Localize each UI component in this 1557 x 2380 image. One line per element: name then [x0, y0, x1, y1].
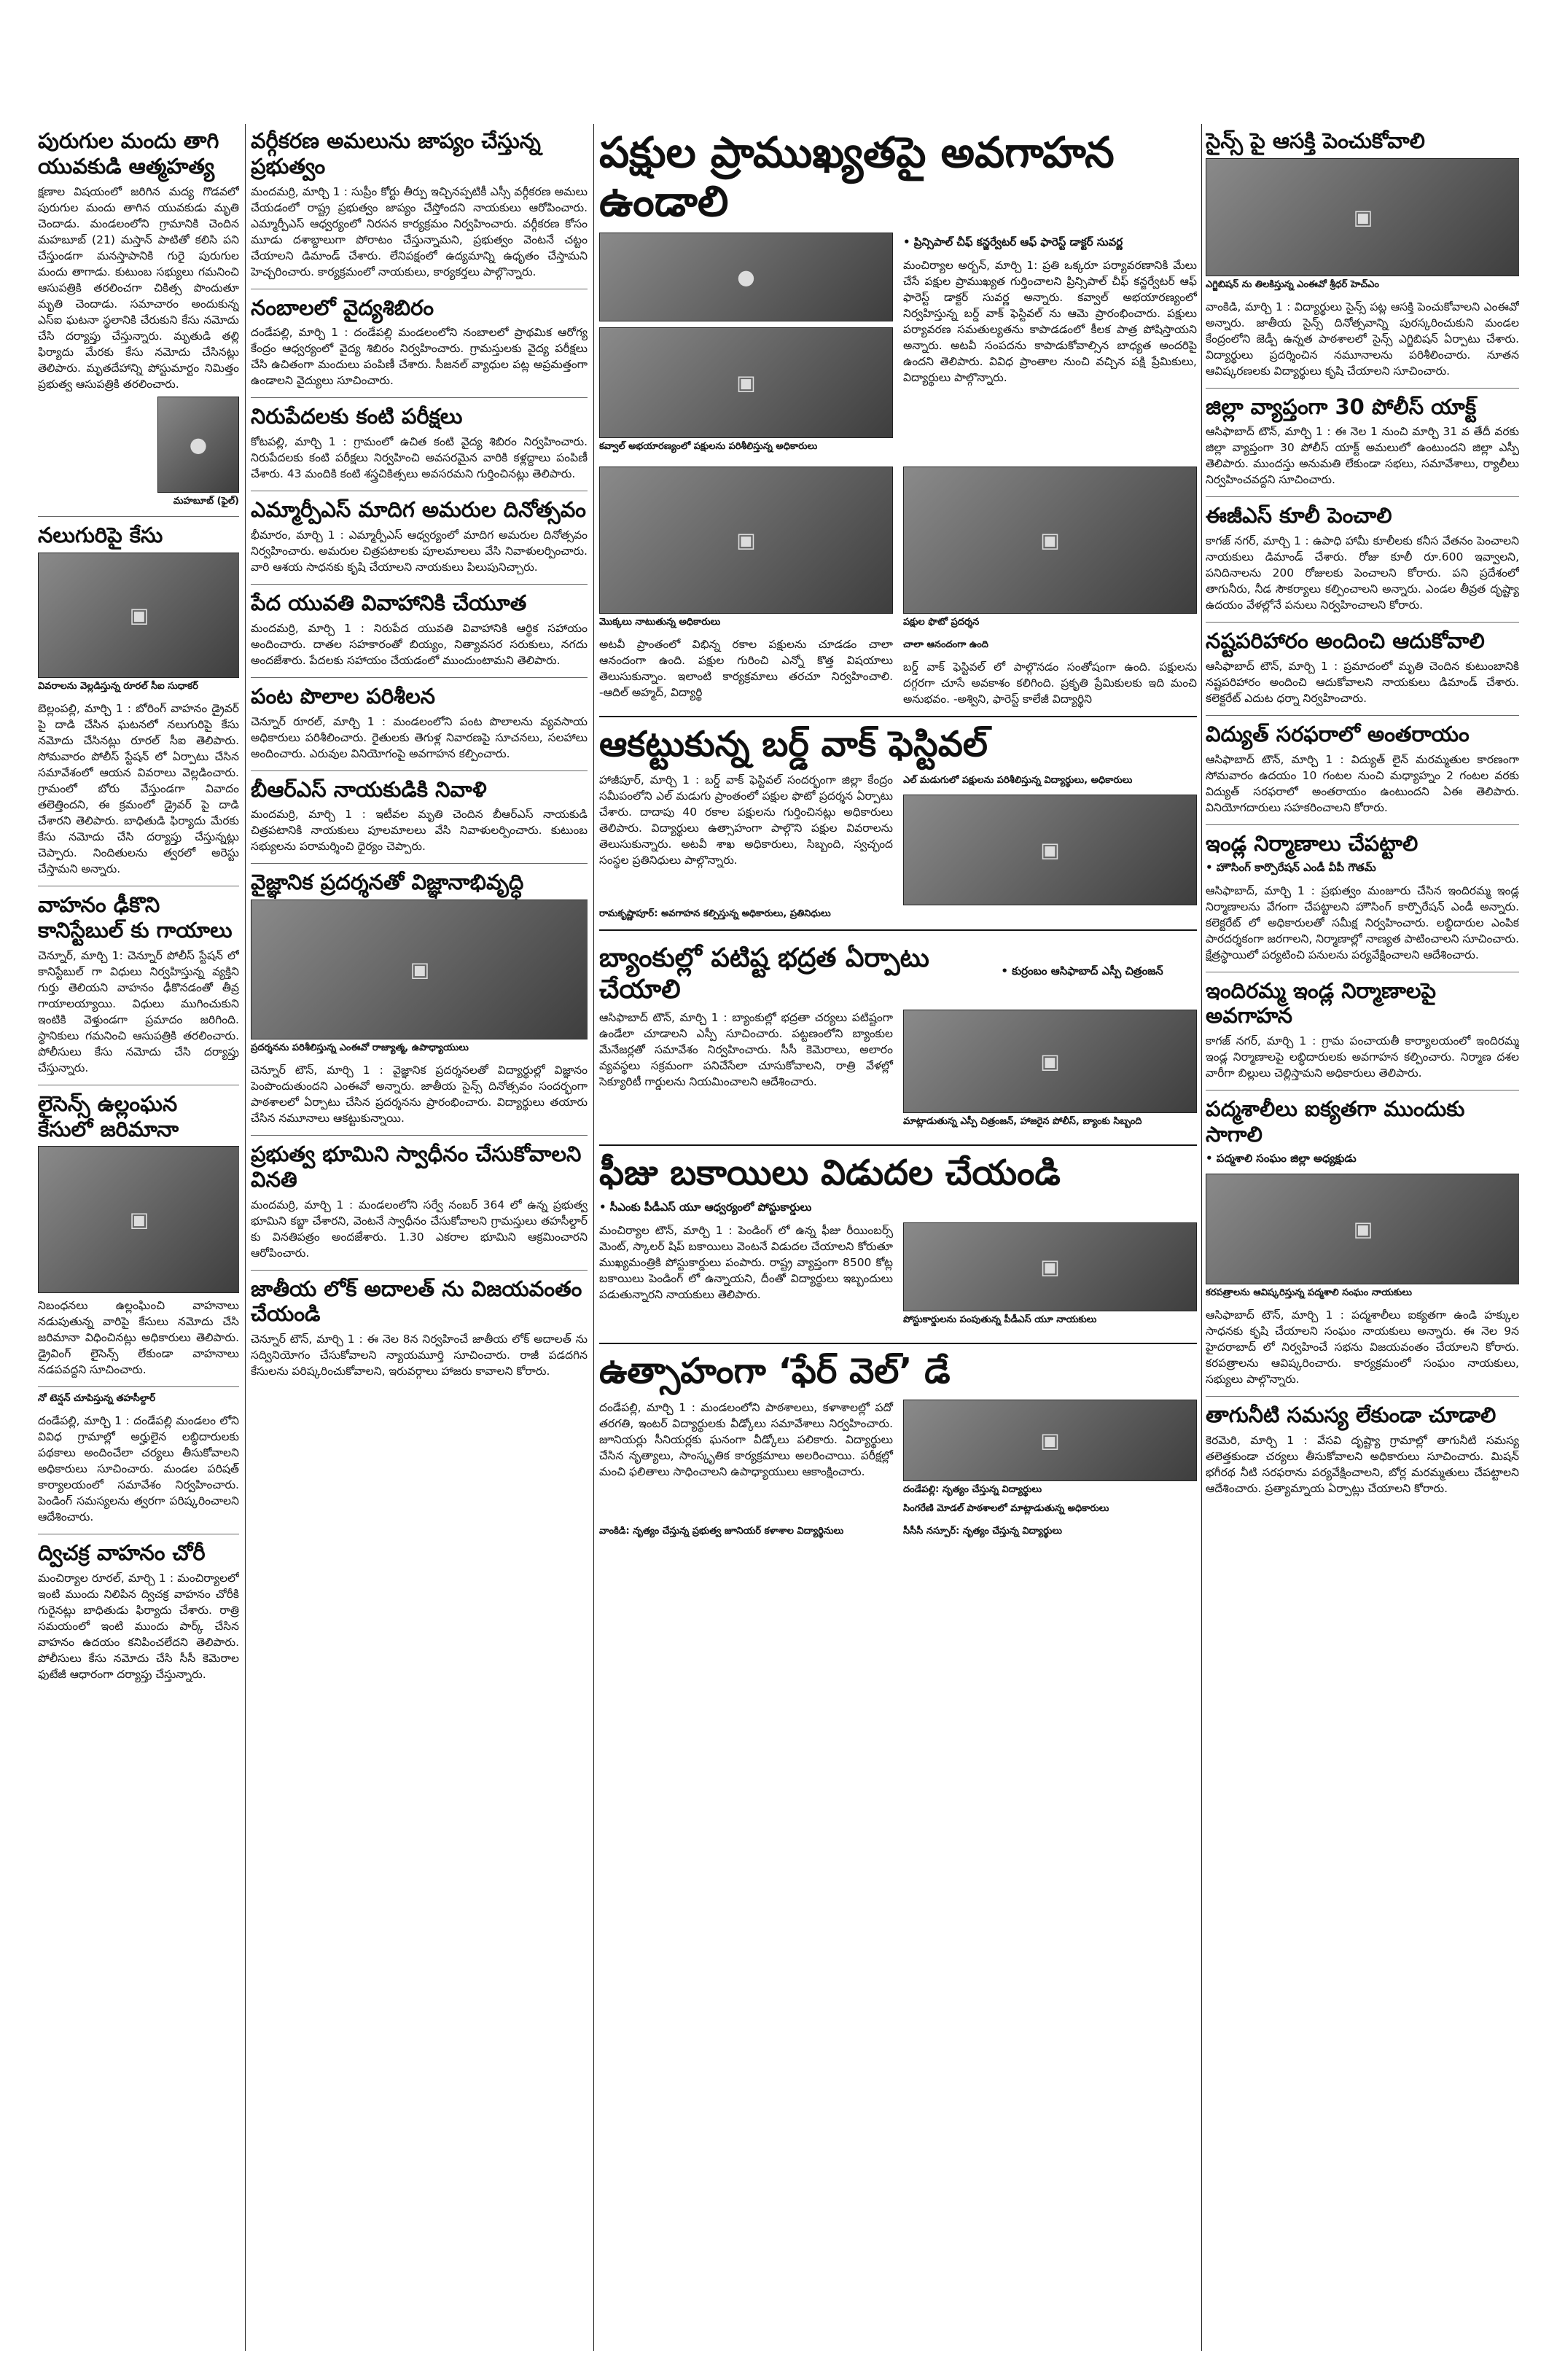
story-body: చెన్నూర్, మార్చి 1: చెన్నూర్ పోలీస్ స్టేషన్ లో కానిస్టేబుల్ గా విధులు నిర్వహిస్తున్న వ్యక్తిని గుర్తు తెలియని వాహనం ఢీకొనడంతో తీవ్ర గాయాలయ్యాయి. విధులు ముగించుకుని ఇంటికి వెళ్తుండగా ప్రమాదం జరిగింది. స్థానికులు గమనించి ఆసుపత్రికి తరలించారు. పోలీసులు కేసు నమోదు చేసి దర్యాప్తు చేస్తున్నారు.	[38, 948, 239, 1074]
story-body: భీమారం, మార్చి 1 : ఎమ్మార్పీఎస్ ఆధ్వర్యంలో మాదిగ అమరుల దినోత్సవం నిర్వహించారు. అమరుల చిత్రపటాలకు పూలమాలలు వేసి నివాళులర్పించారు. వారి ఆశయ సాధనకు కృషి చేయాలని నాయకులు పిలుపునిచ్చారు.	[251, 528, 588, 574]
camera-icon: ▣	[1040, 838, 1060, 862]
camera-icon: ▣	[410, 957, 430, 982]
photo-dance	[903, 1400, 1197, 1481]
story-body: బెల్లంపల్లి, మార్చి 1 : బోరింగ్ వాహనం డ్రైవర్ పై దాడి చేసిన ఘటనలో నలుగురిపై కేసు నమోదు చేసినట్లు రూరల్ సీఐ తెలిపారు. సోమవారం పోలీస్ స్టేషన్ లో ఏర్పాటు చేసిన సమావేశంలో ఆయన వివరాలు వెల్లడించారు. గ్రామంలో బోరు వేస్తుండగా వివాదం తలెత్తిందని, ఈ క్రమంలో డ్రైవర్ పై దాడి చేశారని తెలిపారు. బాధితుడి ఫిర్యాదు మేరకు కేసు నమోదు చేసి దర్యాప్తు చేస్తున్నట్లు చెప్పారు. నిందితులను త్వరలో అరెస్టు చేస్తామని అన్నారు.	[38, 702, 239, 876]
story-license-fine	[38, 1091, 239, 1378]
story-bank-security	[599, 938, 1197, 1136]
story-science-fair	[251, 870, 588, 1126]
headline: నంబాలలో వైద్యశిబిరం	[251, 294, 434, 320]
story-body: చెన్నూర్ టౌన్, మార్చి 1 : ఈ నెల 8న నిర్వహించే జాతీయ లోక్ అదాలత్ ను సద్వినియోగం చేసుకోవాలని న్యాయమూర్తి సూచించారు. రాజీ పడదగిన కేసులను పరిష్కరించుకోవాలని, ఇరువర్గాలు హాజరు కావాలని కోరారు.	[251, 1333, 588, 1378]
quote-student-2: బర్డ్ వాక్ ఫెస్టివల్ లో పాల్గొనడం సంతోషంగా ఉంది. పక్షులను దగ్గరగా చూసే అవకాశం కలిగింది. ప్రకృతి ప్రేమికులకు ఇది మంచి అనుభవం. -అశ్విని, ఫారెస్ట్ కాలేజీ విద్యార్థిని	[903, 660, 1197, 706]
headline: పేద యువతి వివాహానికి చేయూత	[251, 590, 527, 615]
story-body: వాంకిడి, మార్చి 1 : విద్యార్థులు సైన్స్ పట్ల ఆసక్తి పెంచుకోవాలని ఎంఈవో అన్నారు. జాతీయ సైన్స్ దినోత్సవాన్ని పురస్కరించుకుని మండల కేంద్రంలోని జెడ్పీ ఉన్నత పాఠశాలలో సైన్స్ ఎగ్జిబిషన్ ఏర్పాటు చేశారు. విద్యార్థులు ప్రదర్శించిన నమూనాలను పరిశీలించారు. నూతన ఆవిష్కరణలకు విద్యార్థులు కృషి చేయాలని సూచించారు.	[1206, 300, 1519, 378]
headline: ఇందిరమ్మ ఇండ్ల నిర్మాణాలపై అవగాహన	[1206, 978, 1437, 1029]
story-body: మందమర్రి, మార్చి 1 : సుప్రీం కోర్టు తీర్పు ఇచ్చినప్పటికీ ఎస్సీ వర్గీకరణ అమలు చేయడంలో రాష్ట్ర ప్రభుత్వం జాప్యం చేస్తోందని నాయకులు ఆరోపించారు. ఎమ్మార్పీఎస్ ఆధ్వర్యంలో నిరసన కార్యక్రమం నిర్వహించారు. వర్గీకరణ కోసం మూడు దశాబ్దాలుగా పోరాటం చేస్తున్నామని, ప్రభుత్వం వెంటనే చట్టం చేయాలని డిమాండ్ చేశారు. లేనిపక్షంలో ఉద్యమాన్ని ఉధృతం చేస్తామని హెచ్చరించారు. కార్యక్రమంలో నాయకులు, కార్యకర్తలు పాల్గొన్నారు.	[251, 184, 588, 278]
photo-students	[903, 795, 1197, 905]
story-constable-injured	[38, 892, 239, 1076]
camera-icon: ▣	[736, 370, 756, 395]
column-2	[251, 124, 588, 2351]
headline: జిల్లా వ్యాప్తంగా 30 పోలీస్ యాక్ట్	[1206, 394, 1477, 419]
story-body: ఆసిఫాబాద్ టౌన్, మార్చి 1 : ఈ నెల 1 నుంచి మార్చి 31 వ తేదీ వరకు జిల్లా వ్యాప్తంగా 30 పోలీస్ యాక్ట్ అమలులో ఉంటుందని జిల్లా ఎస్పీ తెలిపారు. ముందస్తు అనుమతి లేకుండా సభలు, సమావేశాలు, ర్యాలీలు నిర్వహించవద్దని సూచించారు.	[1206, 425, 1519, 487]
photo-science-fair	[251, 900, 588, 1039]
photo-caption: వివరాలను వెల్లడిస్తున్న రూరల్ సీఐ సుధాకర్	[38, 681, 198, 692]
headline: పద్మశాలీలు ఐక్యతగా ముందుకు సాగాలి	[1206, 1096, 1465, 1147]
photo-caption: ఎల్ మడుగులో పక్షులను పరిశీలిస్తున్న విద్యార్థులు, అధికారులు	[903, 775, 1133, 787]
story-body: మందమర్రి, మార్చి 1 : ఇటీవల మృతి చెందిన బీఆర్ఎస్ నాయకుడి చిత్రపటానికి నాయకులు పూలమాలలు వేసి నివాళులర్పించారు. కుటుంబ సభ్యులను పరామర్శించి ధైర్యం చెప్పారు.	[251, 808, 588, 854]
headline: లైసెన్స్ ఉల్లంఘన కేసులో జరిమానా	[38, 1090, 179, 1142]
story-bird-awareness	[599, 128, 1197, 707]
photo-caption: ఎగ్జిబిషన్ ను తిలకిస్తున్న ఎంఈవో శ్రీధర్ హెచ్ఎం	[1206, 278, 1380, 290]
story-classification	[251, 128, 588, 280]
photo-planting	[599, 467, 893, 614]
story-body: హాజీపూర్, మార్చి 1 : బర్డ్ వాక్ ఫెస్టివల్ సందర్భంగా జిల్లా కేంద్రం సమీపంలోని ఎల్ మడుగు ప్రాంతంలో పక్షుల ఫొటో ప్రదర్శన ఏర్పాటు చేశారు. దాదాపు 40 రకాల పక్షులను గుర్తించినట్లు అధికారులు తెలిపారు. విద్యార్థులు ఉత్సాహంగా పాల్గొని పక్షుల వివరాలను తెలుసుకున్నారు. అటవీ శాఖ అధికారులు, సిబ్బంది, స్వచ్ఛంద సంస్థల ప్రతినిధులు పాల్గొన్నారు.	[599, 773, 893, 867]
headline: విద్యుత్ సరఫరాలో అంతరాయం	[1206, 722, 1470, 747]
photo-vehicles	[38, 1146, 239, 1293]
story-body: మంచిర్యాల టౌన్, మార్చి 1 : పెండింగ్ లో ఉన్న ఫీజు రీయింబర్స్ మెంట్, స్కాలర్ షిప్ బకాయిలు వెంటనే విడుదల చేయాలని కోరుతూ ముఖ్యమంత్రికి పోస్టుకార్డులు పంపారు. రాష్ట్ర వ్యాప్తంగా 8500 కోట్ల బకాయిలు పెండింగ్ లో ఉన్నాయని, దీంతో విద్యార్థులు ఇబ్బందులు పడుతున్నారని నాయకులు తెలిపారు.	[599, 1224, 893, 1302]
byline: • కుర్రంబం ఆసిఫాబాద్ ఎస్పీ చిత్రంజన్	[1001, 964, 1163, 978]
story-body: దండేపల్లి, మార్చి 1 : దండేపల్లి మండలంలోని నంబాలలో ప్రాథమిక ఆరోగ్య కేంద్రం ఆధ్వర్యంలో వైద్య శిబిరం నిర్వహించారు. గ్రామస్తులకు వైద్య పరీక్షలు చేసి ఉచితంగా మందులు పంపిణీ చేశారు. సీజనల్ వ్యాధుల పట్ల అప్రమత్తంగా ఉండాలని వైద్యులు సూచించారు.	[251, 326, 588, 388]
camera-icon: ▣	[1040, 1255, 1060, 1279]
story-brs-tribute	[251, 777, 588, 855]
quote-heading: చాలా ఆనందంగా ఉంది	[903, 639, 988, 651]
story-four-booked	[38, 523, 239, 877]
story-farewell	[599, 1351, 1197, 1545]
story-body: కెరమెరి, మార్చి 1 : వేసవి దృష్ట్యా గ్రామాల్లో తాగునీటి సమస్య తలెత్తకుండా చర్యలు తీసుకోవాలని అధికారులు సూచించారు. మిషన్ భగీరథ నీటి సరఫరాను పర్యవేక్షించాలని, బోర్ల మరమ్మతులు చేపట్టాలని ఆదేశించారు. ప్రత్యామ్నాయ ఏర్పాట్లు చేయాలని కోరారు.	[1206, 1433, 1519, 1495]
story-police-act	[1206, 394, 1519, 488]
photo-caption: సీసీసీ నస్పూర్: నృత్యం చేస్తున్న విద్యార్థులు	[903, 1526, 1063, 1537]
story-housing	[1206, 831, 1519, 963]
headline: వైజ్ఞానిక ప్రదర్శనతో విజ్ఞానాభివృద్ధి	[251, 870, 524, 895]
story-eye-tests	[251, 404, 588, 482]
camera-icon: ▣	[129, 1207, 149, 1232]
story-body: మంచిర్యాల రూరల్, మార్చి 1 : మంచిర్యాలలో ఇంటి ముందు నిలిపిన ద్విచక్ర వాహనం చోరీకి గురైనట్లు బాధితుడు ఫిర్యాదు చేశారు. రాత్రి సమయంలో ఇంటి ముందు పార్క్ చేసిన వాహనం ఉదయం కనిపించలేదని తెలిపారు. పోలీసులు కేసు నమోదు చేసి సీసీ కెమెరాల ఫుటేజీ ఆధారంగా దర్యాప్తు చేస్తున్నారు.	[38, 1572, 239, 1682]
story-bike-theft	[38, 1540, 239, 1682]
photo-caption: మొక్కలు నాటుతున్న అధికారులు	[599, 617, 721, 628]
headline: పంట పొలాల పరిశీలన	[251, 683, 436, 709]
story-indiramma	[1206, 978, 1519, 1082]
story-marriage-aid	[251, 590, 588, 668]
story-fee-dues	[599, 1153, 1197, 1334]
photo-birdwatch	[599, 327, 893, 438]
photo-press-meet	[38, 553, 239, 678]
photo-caption: కవ్వాల్ అభయారణ్యంలో పక్షులను పరిశీలిస్తున్న అధికారులు	[599, 441, 818, 453]
quote-student-1: అటవీ ప్రాంతంలో విభిన్న రకాల పక్షులను చూడడం చాలా ఆనందంగా ఉంది. పక్షుల గురించి ఎన్నో కొత్త విషయాలు తెలుసుకున్నాం. ఇలాంటి కార్యక్రమాలు తరచూ నిర్వహించాలి. -ఆదిల్ అహ్మద్, విద్యార్థి	[599, 638, 893, 700]
photo-caption: మహబూబ్ (ఫైల్)	[173, 495, 239, 507]
headline: సైన్స్ పై ఆసక్తి పెంచుకోవాలి	[1206, 128, 1425, 153]
story-medical-camp	[251, 295, 588, 389]
story-body: క్షణాల విషయంలో జరిగిన మద్య గొడవలో పురుగుల మందు తాగిన యువకుడు మృతి చెందాడు. మండలంలోని గ్రామానికి చెందిన మహబూబ్ (21) మస్తాన్ పాటితో కలిసి పని చేస్తుండగా మనస్తాపానికి గురై పురుగుల మందు తాగాడు. కుటుంబ సభ్యులు గమనించి ఆసుపత్రికి తరలించగా చికిత్స పొందుతూ మృతి చెందాడు. సమాచారం అందుకున్న ఎస్ఐ ఘటనా స్థలానికి చేరుకుని కేసు నమోదు చేసి దర్యాప్తు చేస్తున్నారు. మృతుడి తల్లి ఫిర్యాదు మేరకు కేసు నమోదు చేసినట్లు తెలిపారు. మృతదేహాన్ని పోస్టుమార్టం నిమిత్తం ప్రభుత్వ ఆసుపత్రికి తరలించారు.	[38, 184, 239, 391]
headline: ప్రభుత్వ భూమిని స్వాధీనం చేసుకోవాలని వినతి	[251, 1142, 582, 1192]
photo-postcards	[903, 1222, 1197, 1311]
photo-caption: రామకృష్ణాపూర్: అవగాహన కల్పిస్తున్న అధికారులు, ప్రతినిధులు	[599, 908, 831, 920]
photo-official	[599, 233, 893, 321]
column-1	[38, 124, 239, 2351]
story-bird-walk	[599, 725, 1197, 921]
story-power-cut	[1206, 722, 1519, 816]
camera-icon: ▣	[129, 603, 149, 628]
story-body: ఆసిఫాబాద్ టౌన్, మార్చి 1 : పద్మశాలీలు ఐక్యతగా ఉండి హక్కుల సాధనకు కృషి చేయాలని సంఘం నాయకులు అన్నారు. ఈ నెల 9న హైదరాబాద్ లో నిర్వహించే సభను విజయవంతం చేయాలని కోరారు. కరపత్రాలను ఆవిష్కరించారు. కార్యక్రమంలో సంఘం నాయకులు, సభ్యులు పాల్గొన్నారు.	[1206, 1308, 1519, 1386]
story-body: ఆసిఫాబాద్ టౌన్, మార్చి 1 : విద్యుత్ లైన్ మరమ్మతుల కారణంగా సోమవారం ఉదయం 10 గంటల నుంచి మధ్యాహ్నం 2 గంటల వరకు విద్యుత్ సరఫరాలో అంతరాయం ఉంటుందని ఏఈ తెలిపారు. వినియోగదారులు సహకరించాలని కోరారు.	[1206, 752, 1519, 814]
photo-caption: పోస్టుకార్డులను పంపుతున్న పీడీఎస్ యూ నాయకులు	[903, 1314, 1097, 1326]
story-youth-suicide	[38, 128, 239, 507]
camera-icon: ▣	[736, 528, 756, 553]
story-body: మందమర్రి, మార్చి 1 : మండలంలోని సర్వే నంబర్ 364 లో ఉన్న ప్రభుత్వ భూమిని కబ్జా చేశారని, వెంటనే స్వాధీనం చేసుకోవాలని గ్రామస్తులు తహసీల్దార్ కు వినతిపత్రం అందజేశారు. 1.30 ఎకరాల భూమిని ఆక్రమించారని ఆరోపించారు.	[251, 1198, 588, 1260]
camera-icon: ▣	[1040, 1428, 1060, 1453]
photo-pamphlets	[1206, 1174, 1519, 1284]
photo-exhibition	[903, 467, 1197, 614]
photo-caption: కరపత్రాలను ఆవిష్కరిస్తున్న పద్మశాలి సంఘం నాయకులు	[1206, 1287, 1413, 1298]
byline: • హౌసింగ్ కార్పొరేషన్ ఎండీ వీపీ గౌతమ్	[1206, 860, 1376, 874]
headline: వర్గీకరణ అమలును జాప్యం చేస్తున్న ప్రభుత్వం	[251, 128, 541, 179]
story-body: ఆసిఫాబాద్ టౌన్, మార్చి 1 : బ్యాంకుల్లో భద్రతా చర్యలు పటిష్టంగా ఉండేలా చూడాలని ఎస్పీ సూచించారు. పట్టణంలోని బ్యాంకుల మేనేజర్లతో సమావేశం నిర్వహించారు. సీసీ కెమెరాలు, అలారం వ్యవస్థలు సక్రమంగా పనిచేసేలా చూసుకోవాలని, రాత్రి వేళల్లో సెక్యూరిటీ గార్డులను నియమించాలని ఆదేశించారు.	[599, 1011, 893, 1089]
camera-icon: ▣	[1353, 1217, 1373, 1241]
story-body: ఆసిఫాబాద్, మార్చి 1 : ప్రభుత్వం మంజూరు చేసిన ఇందిరమ్మ ఇండ్ల నిర్మాణాలను వేగంగా చేపట్టాలని హౌసింగ్ కార్పొరేషన్ ఎండీ అన్నారు. కలెక్టరేట్ లో అధికారులతో సమీక్ష నిర్వహించారు. లబ్ధిదారుల ఎంపిక పారదర్శకంగా జరగాలని, నిర్మాణాల్లో నాణ్యత పాటించాలని సూచించారు. క్షేత్రస్థాయిలో పర్యటించి పనులను పర్యవేక్షించాలని ఆదేశించారు.	[1206, 883, 1519, 961]
story-compensation	[1206, 628, 1519, 706]
headline: జాతీయ లోక్ అదాలత్ ను విజయవంతం చేయండి	[251, 1276, 582, 1327]
headline: నిరుపేదలకు కంటి పరీక్షలు	[251, 404, 463, 429]
story-body: మంచిర్యాల అర్బన్, మార్చి 1: ప్రతి ఒక్కరూ పర్యావరణానికి మేలు చేసే పక్షుల ప్రాముఖ్యత గుర్తించాలని ప్రిన్సిపాల్ చీఫ్ కన్జర్వేటర్ ఆఫ్ ఫారెస్ట్ డాక్టర్ సువర్ణ అన్నారు. కవ్వాల్ అభయారణ్యంలో నిర్వహిస్తున్న బర్డ్ వాక్ ఫెస్టివల్ ను ఆమె ప్రారంభించారు. పక్షులు పర్యావరణ సమతుల్యతను కాపాడడంలో కీలక పాత్ర పోషిస్తాయని అన్నారు. అటవీ సంపదను కాపాడుకోవాల్సిన బాధ్యత అందరిపై ఉందని తెలిపారు. వివిధ ప్రాంతాల నుంచి వచ్చిన పక్షి ప్రేమికులు, విద్యార్థులు పాల్గొన్నారు.	[903, 259, 1197, 385]
story-lok-adalat	[251, 1276, 588, 1380]
story-body: చెన్నూర్ టౌన్, మార్చి 1 : వైజ్ఞానిక ప్రదర్శనలతో విద్యార్థుల్లో విజ్ఞానం పెంపొందుతుందని ఎంఈవో అన్నారు. జాతీయ సైన్స్ దినోత్సవం సందర్భంగా పాఠశాలలో ఏర్పాటు చేసిన ప్రదర్శనను ప్రారంభించారు. విద్యార్థులు తయారు చేసిన నమూనాలు ఆకట్టుకున్నాయి.	[251, 1064, 588, 1125]
story-crop-inspection	[251, 684, 588, 762]
story-mrps	[251, 497, 588, 575]
story-body: ఆసిఫాబాద్ టౌన్, మార్చి 1 : ప్రమాదంలో మృతి చెందిన కుటుంబానికి నష్టపరిహారం అందించి ఆదుకోవాలని నాయకులు డిమాండ్ చేశారు. కలెక్టరేట్ ఎదుట ధర్నా నిర్వహించారు.	[1206, 660, 1519, 706]
photo-caption: సింగరేణి మోడల్ పాఠశాలలో మాట్లాడుతున్న అధికారులు	[903, 1503, 1109, 1515]
photo-caption: పక్షుల ఫొటో ప్రదర్శన	[903, 617, 980, 628]
headline: ఉత్సాహంగా ‘ఫేర్ వెల్’ డే	[599, 1351, 951, 1392]
story-tahsildar	[38, 1393, 239, 1525]
headline: నలుగురిపై కేసు	[38, 523, 163, 548]
story-body: మందమర్రి, మార్చి 1 : నిరుపేద యువతి వివాహానికి ఆర్థిక సహాయం అందించారు. దాతల సహకారంతో బియ్యం, నిత్యావసర సరుకులు, నగదు అందజేశారు. పేదలకు సహాయం చేయడంలో ముందుంటామని తెలిపారు.	[251, 621, 588, 667]
headline: పురుగుల మందు తాగి యువకుడి ఆత్మహత్య	[38, 128, 219, 179]
headline: తాగునీటి సమస్య లేకుండా చూడాలి	[1206, 1402, 1496, 1427]
story-body: చెన్నూర్ రూరల్, మార్చి 1 : మండలంలోని పంట పొలాలను వ్యవసాయ అధికారులు పరిశీలించారు. రైతులకు తెగుళ్ల నివారణపై సూచనలు, సలహాలు అందించారు. ఎరువుల వినియోగంపై అవగాహన కల్పించారు.	[251, 714, 588, 760]
headline: ఇండ్ల నిర్మాణాలు చేపట్టాలి	[1206, 830, 1419, 856]
headline: బ్యాంకుల్లో పటిష్ట భద్రత ఏర్పాటు చేయాలి	[599, 943, 929, 1005]
column-3-main	[599, 124, 1197, 2351]
camera-icon: ▣	[1040, 1049, 1060, 1074]
story-land-petition	[251, 1142, 588, 1261]
story-body: కాగజ్ నగర్, మార్చి 1 : ఉపాధి హామీ కూలీలకు కనీస వేతనం పెంచాలని నాయకులు డిమాండ్ చేశారు. రోజు కూలీ రూ.600 ఇవ్వాలని, పనిదినాలను 200 రోజులకు పెంచాలని కోరారు. పని ప్రదేశంలో తాగునీరు, నీడ సౌకర్యాలు కల్పించాలని అన్నారు. ఎండల తీవ్రత దృష్ట్యా ఉదయం వేళల్లోనే పనులు నిర్వహించాలని కోరారు.	[1206, 534, 1519, 612]
byline: • పద్మశాలి సంఘం జిల్లా అధ్యక్షుడు	[1206, 1151, 1357, 1165]
story-body: కాగజ్ నగర్, మార్చి 1 : గ్రామ పంచాయతీ కార్యాలయంలో ఇందిరమ్మ ఇండ్ల నిర్మాణాలపై లబ్ధిదారులకు అవగాహన కల్పించారు. నిర్మాణ దశల వారీగా బిల్లులు చెల్లిస్తామని అధికారులు తెలిపారు.	[1206, 1034, 1519, 1080]
photo-caption: ప్రదర్శనను పరిశీలిస్తున్న ఎంఈవో రాజ్యాత్మ, ఉపాధ్యాయులు	[251, 1042, 469, 1054]
story-body: నిబంధనలు ఉల్లంఘించి వాహనాలు నడుపుతున్న వారిపై కేసులు నమోదు చేసి జరిమానా విధించినట్లు అధికారులు తెలిపారు. డ్రైవింగ్ లైసెన్స్ లేకుండా వాహనాలు నడపవద్దని సూచించారు.	[38, 1299, 239, 1377]
camera-icon: ▣	[1353, 205, 1373, 230]
person-icon: ●	[737, 265, 755, 289]
byline: • ప్రిన్సిపాల్ చీఫ్ కన్జర్వేటర్ ఆఫ్ ఫారెస్ట్ డాక్టర్ సువర్ణ	[903, 235, 1123, 249]
photo-sp-meeting	[903, 1010, 1197, 1113]
photo-victim	[157, 397, 239, 493]
story-padmashali	[1206, 1096, 1519, 1386]
column-4	[1206, 124, 1519, 2351]
headline: ఆకట్టుకున్న బర్డ్ వాక్ ఫెస్టివల్	[599, 724, 988, 765]
photo-caption: దండేపల్లి: నృత్యం చేస్తున్న విద్యార్థులు	[903, 1483, 1042, 1495]
headline: నష్టపరిహారం అందించి ఆదుకోవాలి	[1206, 628, 1485, 654]
byline: • సీఎంకు పీడీఎస్ యూ ఆధ్వర్యంలో పోస్టుకార్డులు	[599, 1201, 812, 1214]
story-body: దండేపల్లి, మార్చి 1 : మండలంలోని పాఠశాలలు, కళాశాలల్లో పదో తరగతి, ఇంటర్ విద్యార్థులకు వీడ్కోలు సమావేశాలు నిర్వహించారు. జూనియర్లు సీనియర్లకు ఘనంగా వీడ్కోలు పలికారు. విద్యార్థులు చేసిన నృత్యాలు, సాంస్కృతిక కార్యక్రమాలు అలరించాయి. పరీక్షల్లో మంచి ఫలితాలు సాధించాలని ఉపాధ్యాయులు ఆకాంక్షించారు.	[599, 1400, 893, 1478]
headline: వాహనం ఢీకొని కానిస్టేబుల్ కు గాయాలు	[38, 892, 233, 943]
person-icon: ●	[189, 432, 208, 457]
photo-science-exhibition	[1206, 158, 1519, 276]
headline: ద్విచక్ర వాహనం చోరీ	[38, 1540, 206, 1566]
story-egs-wage	[1206, 503, 1519, 613]
headline: ఎమ్మార్పీఎస్ మాదిగ అమరుల దినోత్సవం	[251, 497, 587, 523]
story-drinking-water	[1206, 1402, 1519, 1497]
headline: ఈజీఎస్ కూలీ పెంచాలి	[1206, 503, 1392, 528]
photo-caption: మాట్లాడుతున్న ఎస్పీ చిత్రంజన్, హాజరైన పోలీస్, బ్యాంకు సిబ్బంది	[903, 1116, 1142, 1128]
story-body: దండేపల్లి, మార్చి 1 : దండేపల్లి మండలం లోని వివిధ గ్రామాల్లో అర్హులైన లబ్ధిదారులకు పథకాలు అందించేలా చర్యలు తీసుకోవాలని అధికారులు సూచించారు. మండల పరిషత్ కార్యాలయంలో సమావేశం నిర్వహించారు. పెండింగ్ సమస్యలను త్వరగా పరిష్కరించాలని ఆదేశించారు.	[38, 1414, 239, 1524]
headline: బీఆర్ఎస్ నాయకుడికి నివాళి	[251, 776, 487, 802]
main-headline: పక్షుల ప్రాముఖ్యతపై అవగాహన ఉండాలి	[599, 128, 1115, 226]
photo-caption: వాంకిడి: నృత్యం చేస్తున్న ప్రభుత్వ జూనియర్ కళాశాల విద్యార్థినులు	[599, 1526, 844, 1537]
story-science-interest	[1206, 128, 1519, 379]
headline: ఫీజు బకాయిలు విడుదల చేయండి	[599, 1152, 1061, 1194]
photo-caption: నో టెన్షన్ చూపిస్తున్న తహసీల్దార్	[38, 1393, 156, 1405]
story-body: కోటపల్లి, మార్చి 1 : గ్రామంలో ఉచిత కంటి వైద్య శిబిరం నిర్వహించారు. నిరుపేదలకు కంటి పరీక్షలు నిర్వహించి అవసరమైన వారికి కళ్లద్దాలు పంపిణీ చేశారు. 43 మందికి కంటి శస్త్రచికిత్సలు అవసరమని గుర్తించినట్లు తెలిపారు.	[251, 435, 588, 481]
camera-icon: ▣	[1040, 528, 1060, 553]
